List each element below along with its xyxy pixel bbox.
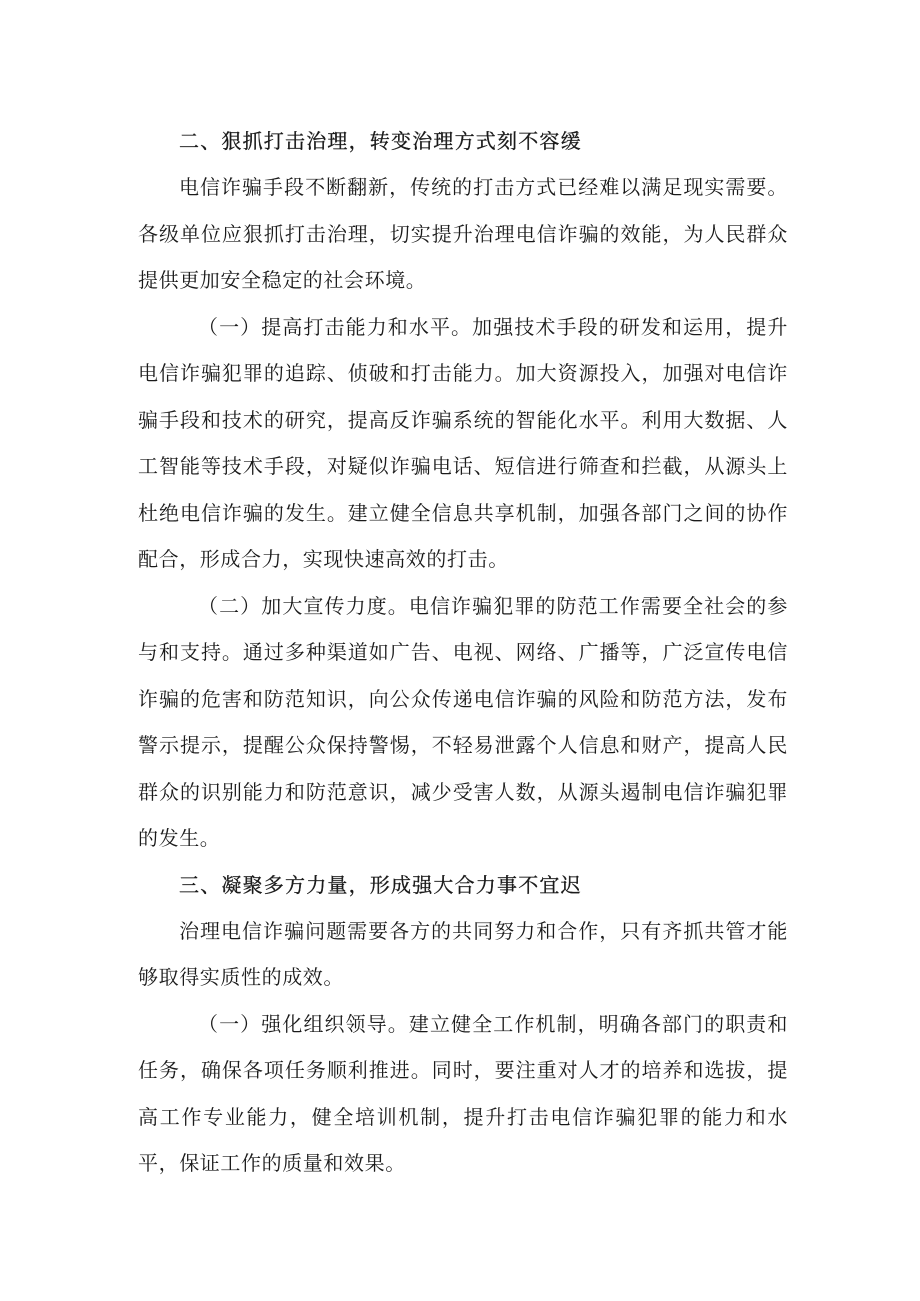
section-heading-2: 二、狠抓打击治理，转变治理方式刻不容缓: [179, 129, 582, 153]
section-3-intro-paragraph: 治理电信诈骗问题需要各方的共同努力和合作，只有齐抓共管才能够取得实质性的成效。: [138, 918, 788, 989]
section-2-item-1-paragraph: （一）提高打击能力和水平。加强技术手段的研发和运用，提升电信诈骗犯罪的追踪、侦破和打击能力。加大资源投入，加强对电信诈骗手段和技术的研究，提高反诈骗系统的智能化水平。利用大数据、人工智能等技术手段，对疑似诈骗电话、短信进行筛查和拦截，从源头上杜绝电信诈骗的发生。建立健全信息共享机制，加强各部门之间的协作配合，形成合力，实现快速高效的打击。: [138, 314, 788, 571]
document-body: [138, 118, 788, 1187]
section-2-item-2-paragraph: （二）加大宣传力度。电信诈骗犯罪的防范工作需要全社会的参与和支持。通过多种渠道如广告、电视、网络、广播等，广泛宣传电信诈骗的危害和防范知识，向公众传递电信诈骗的风险和防范方法，发布警示提示，提醒公众保持警惕，不轻易泄露个人信息和财产，提高人民群众的识别能力和防范意识，减少受害人数，从源头遏制电信诈骗犯罪的发生。: [138, 593, 788, 850]
section-3-item-1-paragraph: （一）强化组织领导。建立健全工作机制，明确各部门的职责和任务，确保各项任务顺利推进。同时，要注重对人才的培养和选拔，提高工作专业能力，健全培训机制，提升打击电信诈骗犯罪的能力和水平，保证工作的质量和效果。: [138, 1011, 788, 1175]
section-2-intro-paragraph: 电信诈骗手段不断翻新，传统的打击方式已经难以满足现实需要。各级单位应狠抓打击治理，切实提升治理电信诈骗的效能，为人民群众提供更加安全稳定的社会环境。: [138, 175, 788, 292]
section-heading-3: 三、凝聚多方力量，形成强大合力事不宜迟: [179, 872, 582, 897]
